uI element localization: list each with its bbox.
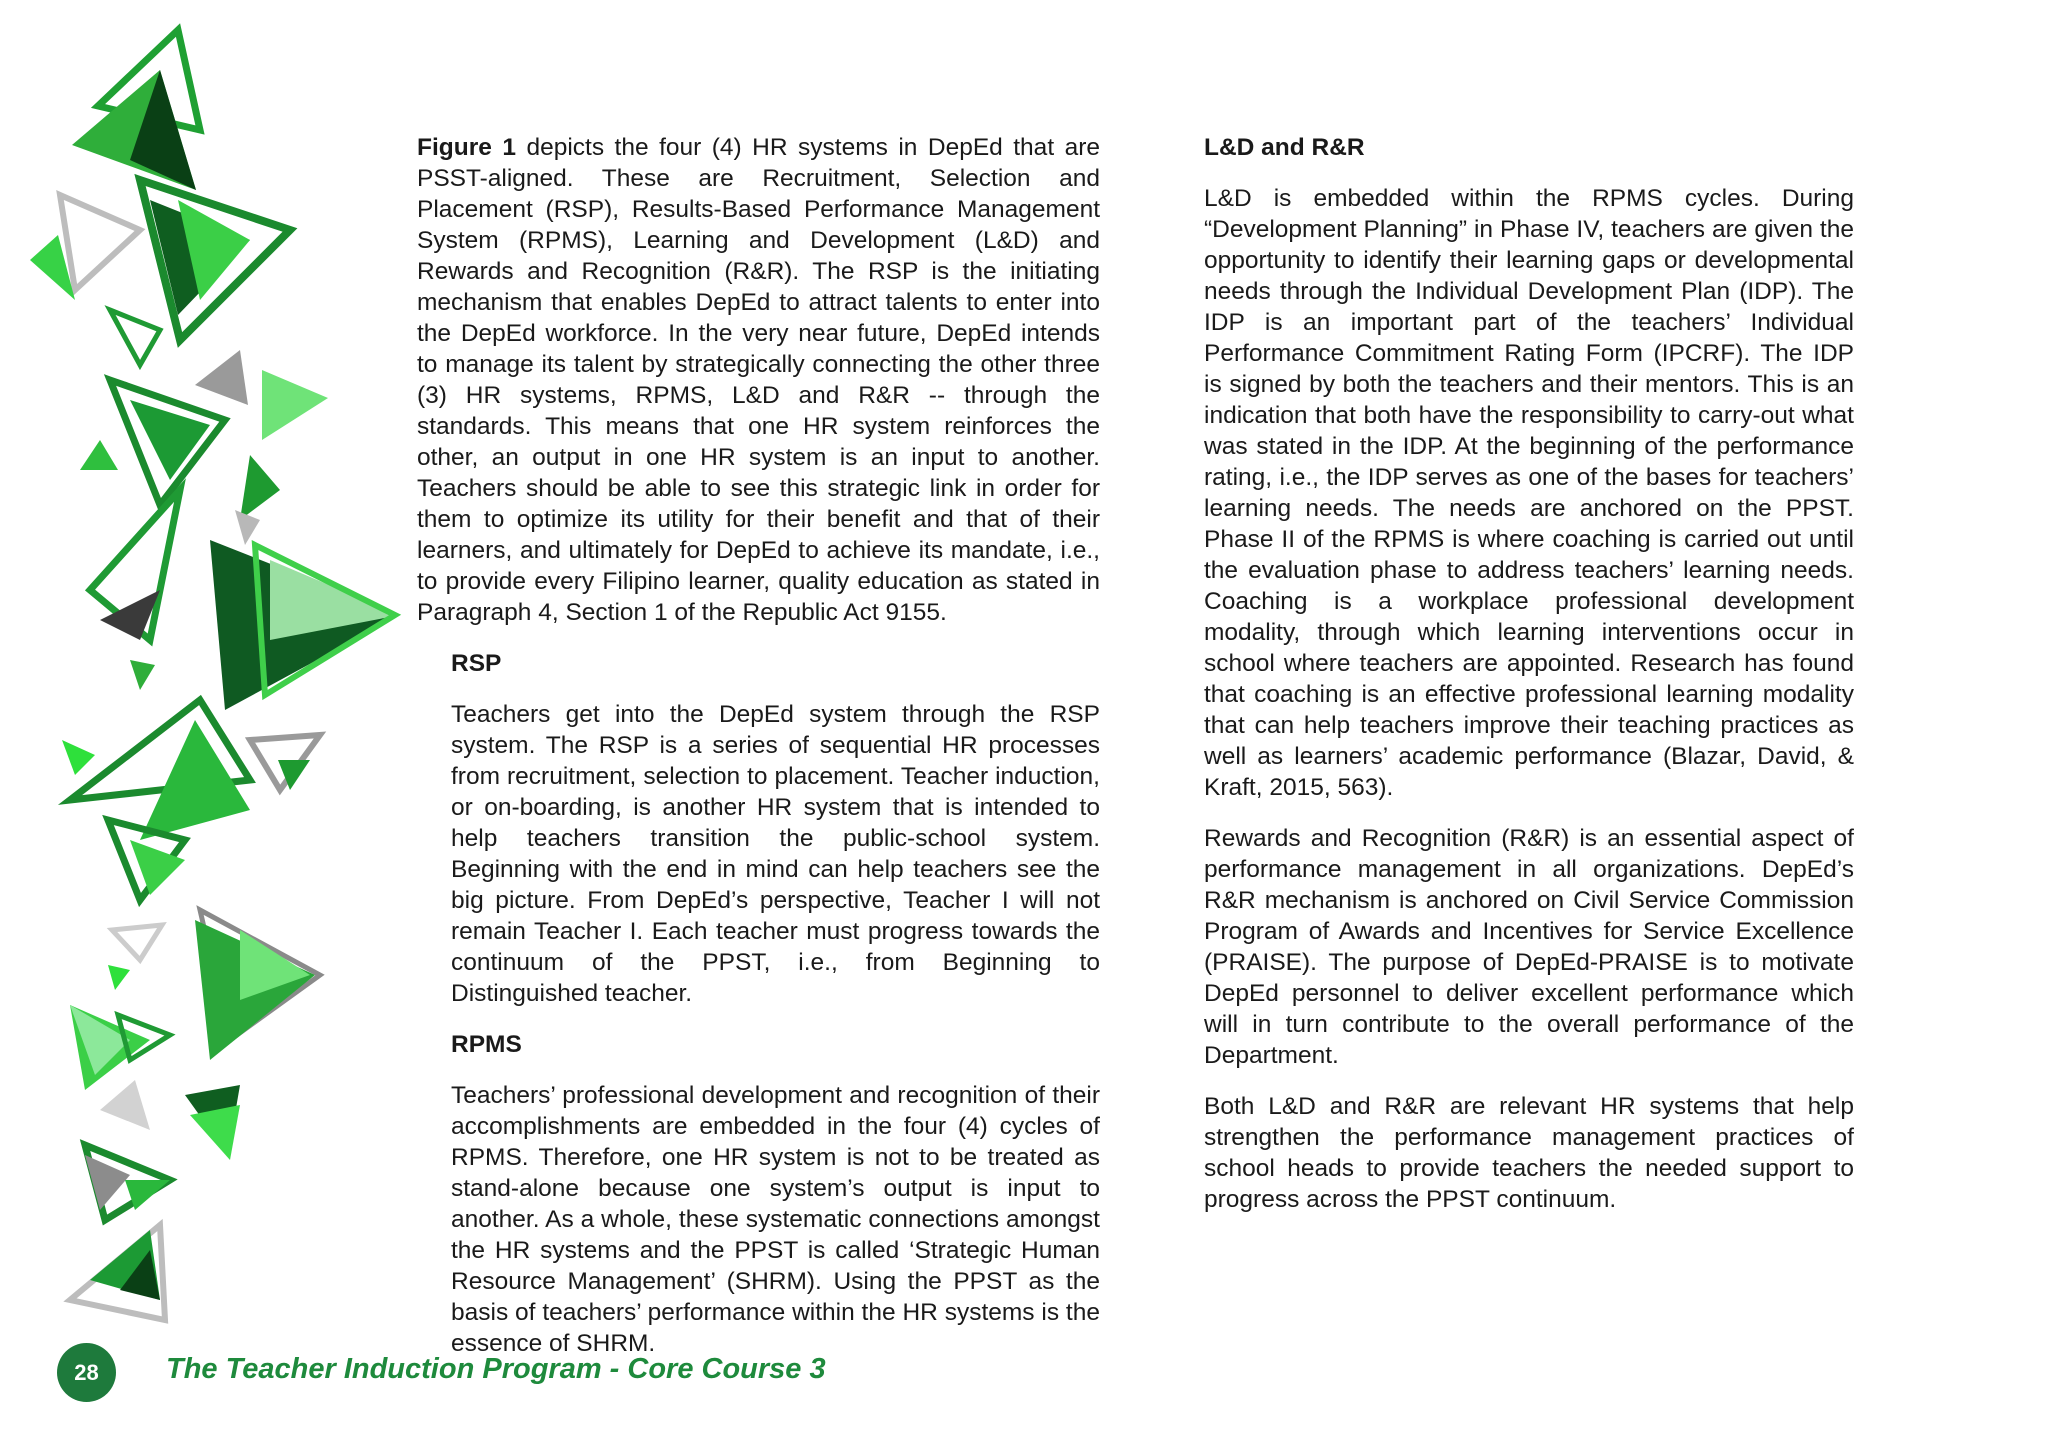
- intro-text: depicts the four (4) HR systems in DepEd that are PSST-aligned. These are Recruitment, Selection and Placement (RSP), Results-Based Performance Management System (RPMS), Learning and Development (L&D) and Rewards and Recognition (R&R). The RSP is the initiating mechanism that enables DepEd to attract talents to enter into the DepEd workforce. In the very near future, DepEd intends to manage its talent by strategically connecting the other three (3) HR systems, RPMS, L&D and R&R -- through the standards. This means that one HR system reinforces the other, an output in one HR system is an input to another. Teachers should be able to see this strategic link in order for them to optimize its utility for their benefit and that of their learners, and ultimately for DepEd to achieve its mandate, i.e., to provide every Filipino learner, quality education as stated in Paragraph 4, Section 1 of the Republic Act 9155.: [417, 134, 1101, 626]
- rpms-paragraph: Teachers’ professional development and recognition of their accomplishments are embedded in the four (4) cycles of RPMS. Therefore, one HR system is not to be treated as stand-alone because one system’s output is input to another. As a whole, these systematic connections amongst the HR systems and the PPST is called ‘Strategic Human Resource Management’ (SHRM). Using the PPST as the basis of teachers’ performance within the HR systems is the essence of SHRM.: [451, 1082, 1100, 1357]
- page-number-badge: 28: [57, 1343, 116, 1402]
- right-column: [1204, 132, 1854, 1235]
- ld-rr-heading: L&D and R&R: [1204, 134, 1365, 161]
- ld-rr-conclusion-paragraph: Both L&D and R&R are relevant HR systems that help strengthen the performance management practices of school heads to provide teachers the needed support to progress across the PPST continuum.: [1204, 1093, 1854, 1213]
- rpms-heading: RPMS: [451, 1031, 522, 1058]
- ld-paragraph: L&D is embedded within the RPMS cycles. During “Development Planning” in Phase IV, teachers are given the opportunity to identify their learning gaps or developmental needs through the Individual Development Plan (IDP). The IDP is an important part of the teachers’ Individual Performance Commitment Rating Form (IPCRF). The IDP is signed by both the teachers and their mentors. This is an indication that both have the responsibility to carry-out what was stated in the IDP. At the beginning of the performance rating, i.e., the IDP serves as one of the bases for teachers’ learning needs. The needs are anchored on the PPST. Phase II of the RPMS is where coaching is carried out until the evaluation phase to address teachers’ learning needs. Coaching is a workplace professional development modality, through which learning interventions occur in school where teachers are appointed. Research has found that coaching is an effective professional learning modality that can help teachers improve their teaching practices as well as learners’ academic performance (Blazar, David, & Kraft, 2015, 563).: [1204, 185, 1854, 801]
- footer-title: The Teacher Induction Program - Core Course 3: [166, 1353, 826, 1385]
- intro-paragraph: [417, 132, 1100, 628]
- left-column: [417, 132, 1100, 1379]
- rsp-section: [451, 648, 1100, 1359]
- figure-reference: Figure 1: [417, 134, 516, 161]
- rsp-paragraph: Teachers get into the DepEd system through the RSP system. The RSP is a series of sequential HR processes from recruitment, selection to placement. Teacher induction, or on-boarding, is another HR system that is intended to help teachers transition the public-school system. Beginning with the end in mind can help teachers see the big picture. From DepEd’s perspective, Teacher I will not remain Teacher I. Each teacher must progress towards the continuum of the PPST, i.e., from Beginning to Distinguished teacher.: [451, 701, 1100, 1007]
- rsp-heading: RSP: [451, 650, 502, 677]
- rr-paragraph: Rewards and Recognition (R&R) is an essential aspect of performance management in all organizations. DepEd’s R&R mechanism is anchored on Civil Service Commission Program of Awards and Incentives for Service Excellence (PRAISE). The purpose of DepEd-PRAISE is to motivate DepEd personnel to deliver excellent performance which will in turn contribute to the overall performance of the Department.: [1204, 825, 1854, 1069]
- decorative-triangles: [0, 0, 410, 1340]
